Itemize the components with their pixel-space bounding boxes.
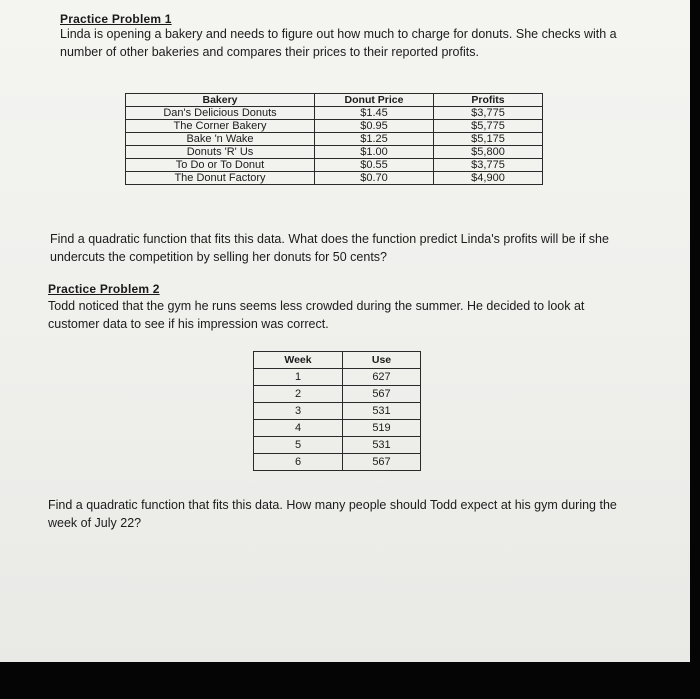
table-row — [254, 437, 421, 454]
profits-cell: $5,775 — [434, 120, 543, 133]
problem1-heading: Practice Problem 1 — [60, 12, 172, 26]
week-cell: 6 — [254, 454, 343, 471]
bakery-name-cell: Donuts 'R' Us — [126, 146, 315, 159]
use-cell: 567 — [343, 454, 421, 471]
problem1-intro: Linda is opening a bakery and needs to figure out how much to charge for donuts. She checks with a number of other bakeries and compares their prices to their reported profits. — [60, 27, 617, 59]
bakery-table — [125, 93, 543, 185]
table-row — [126, 133, 543, 146]
problem2-intro: Todd noticed that the gym he runs seems less crowded during the summer. He decided to look at customer data to see if his impression was correct. — [48, 299, 585, 331]
table-row — [126, 120, 543, 133]
table-row — [254, 403, 421, 420]
table-row — [254, 454, 421, 471]
week-cell: 4 — [254, 420, 343, 437]
problem2-question: Find a quadratic function that fits this data. How many people should Todd expect at his gym during the week of July 22? — [48, 498, 617, 530]
bakery-name-cell: The Corner Bakery — [126, 120, 315, 133]
table-row — [254, 369, 421, 386]
table-row — [254, 420, 421, 437]
bakery-table-header — [126, 94, 543, 107]
donut-price-cell: $1.45 — [315, 107, 434, 120]
profits-cell: $4,900 — [434, 172, 543, 185]
donut-price-cell: $1.00 — [315, 146, 434, 159]
profits-cell: $3,775 — [434, 107, 543, 120]
use-cell: 531 — [343, 437, 421, 454]
photo-background-edge — [0, 662, 700, 699]
bakery-name-cell: Bake 'n Wake — [126, 133, 315, 146]
donut-price-cell: $0.70 — [315, 172, 434, 185]
week-cell: 5 — [254, 437, 343, 454]
profits-cell: $5,800 — [434, 146, 543, 159]
donut-price-cell: $0.95 — [315, 120, 434, 133]
use-cell: 519 — [343, 420, 421, 437]
bakery-name-cell: Dan's Delicious Donuts — [126, 107, 315, 120]
bakery-col-header: Bakery — [126, 94, 315, 107]
problem1-question: Find a quadratic function that fits this data. What does the function predict Linda's profits will be if she undercuts the competition by selling her donuts for 50 cents? — [50, 232, 609, 264]
table-row — [126, 159, 543, 172]
gym-use-table — [253, 351, 421, 471]
table-row — [126, 146, 543, 159]
use-cell: 531 — [343, 403, 421, 420]
week-cell: 1 — [254, 369, 343, 386]
table-row — [126, 172, 543, 185]
profits-cell: $5,175 — [434, 133, 543, 146]
bakery-name-cell: The Donut Factory — [126, 172, 315, 185]
week-cell: 3 — [254, 403, 343, 420]
use-col-header: Use — [343, 352, 421, 369]
use-cell: 567 — [343, 386, 421, 403]
problem2-heading: Practice Problem 2 — [48, 282, 160, 296]
price-col-header: Donut Price — [315, 94, 434, 107]
profits-col-header: Profits — [434, 94, 543, 107]
week-cell: 2 — [254, 386, 343, 403]
use-cell: 627 — [343, 369, 421, 386]
week-col-header: Week — [254, 352, 343, 369]
table-row — [126, 107, 543, 120]
bakery-name-cell: To Do or To Donut — [126, 159, 315, 172]
profits-cell: $3,775 — [434, 159, 543, 172]
donut-price-cell: $1.25 — [315, 133, 434, 146]
table-row — [254, 386, 421, 403]
gym-table-header — [254, 352, 421, 369]
donut-price-cell: $0.55 — [315, 159, 434, 172]
